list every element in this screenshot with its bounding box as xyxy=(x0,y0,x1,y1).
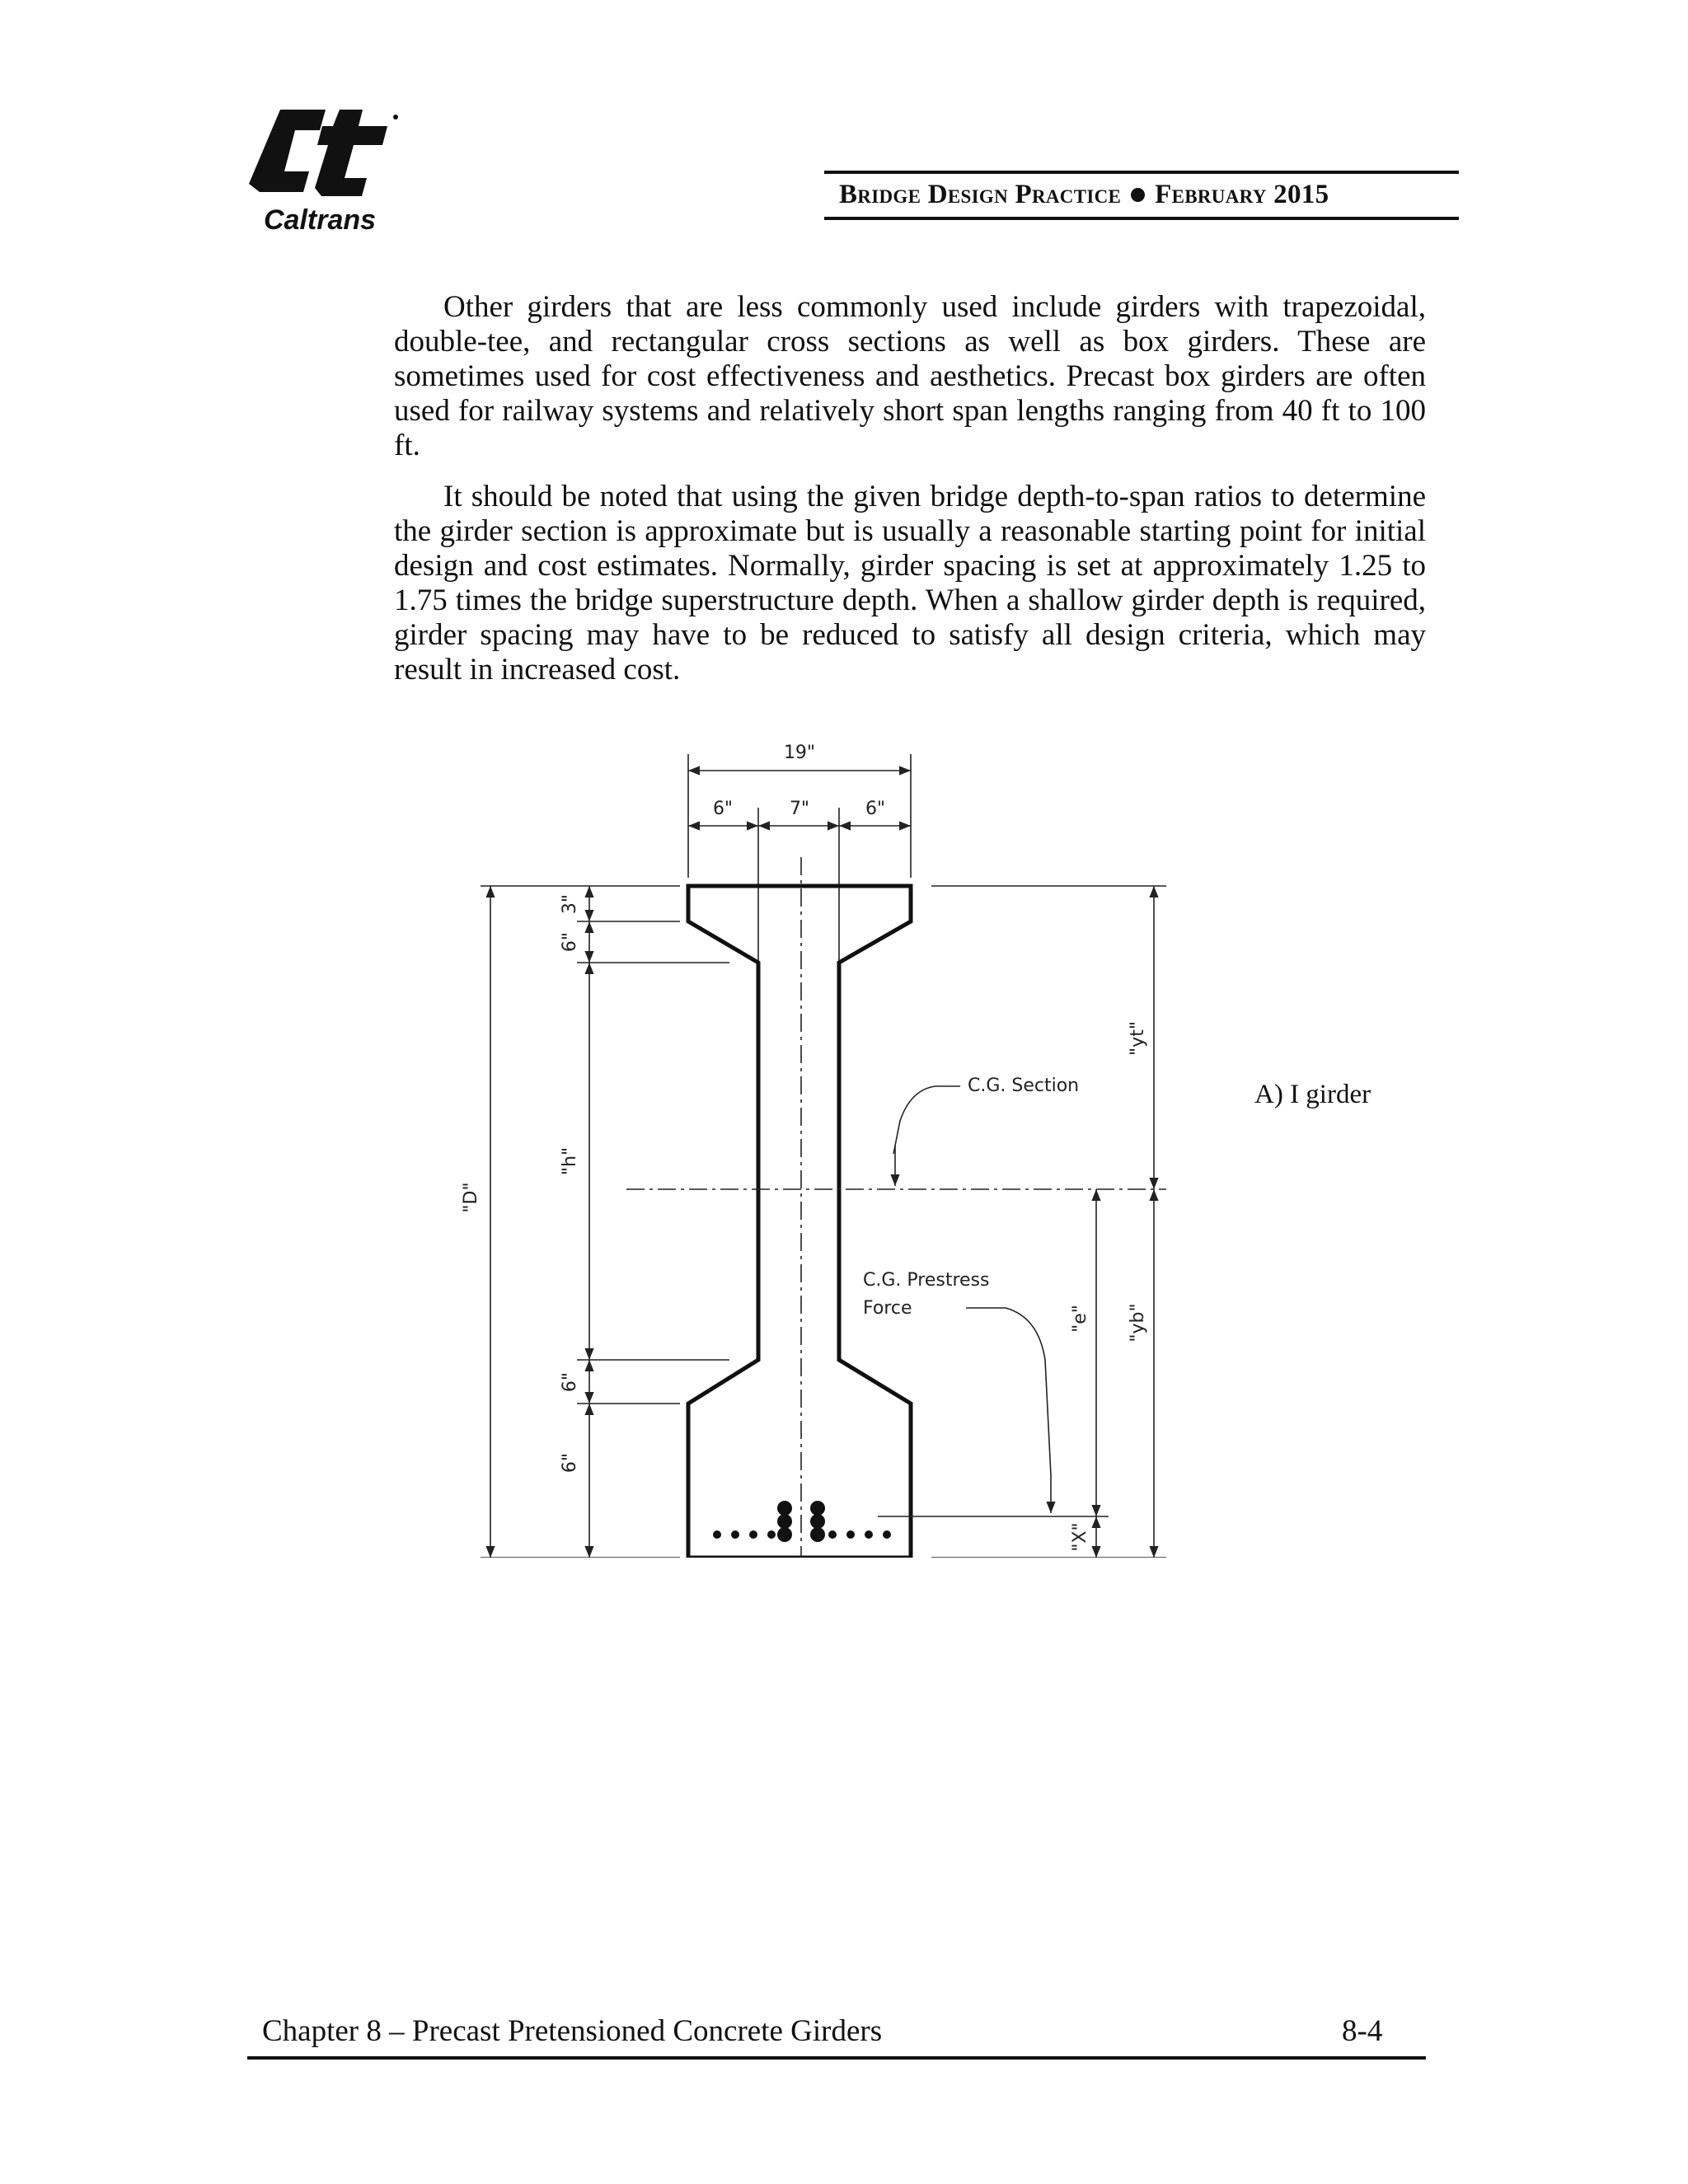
strand xyxy=(777,1527,792,1542)
bullet-icon xyxy=(1131,188,1145,202)
strand xyxy=(810,1527,825,1542)
footer-page-number: 8-4 xyxy=(1342,2014,1383,2048)
running-header xyxy=(839,180,1449,216)
strand xyxy=(883,1530,891,1539)
leader-cg-section xyxy=(893,1086,960,1154)
dim-label-6-right: 6" xyxy=(865,799,886,819)
dim-label-h: "h" xyxy=(560,1146,580,1176)
dim-label-6c: 6" xyxy=(560,1452,580,1474)
strand xyxy=(731,1530,739,1539)
paragraph-2: It should be noted that using the given bridge depth-to-span ratios to determine the girder section is approximate but is usually a reasonable starting point for initial design and cost estimates. Normally, girder spacing is set at approximately 1.25 to 1.75 times the bridge superstructure depth. When a shallow girder depth is required, girder spacing may have to be reduced to satisfy all design criteria, which may result in increased cost. xyxy=(394,480,1426,687)
strand xyxy=(767,1530,776,1539)
header-date: February 2015 xyxy=(1155,180,1329,209)
dim-label-3: 3" xyxy=(560,893,580,915)
prestress-strands xyxy=(713,1501,891,1542)
dim-label-6b: 6" xyxy=(560,1371,580,1393)
logo-wordmark: Caltrans xyxy=(264,204,377,236)
strand xyxy=(828,1530,837,1539)
header-title: Bridge Design Practice xyxy=(839,180,1122,209)
paragraph-1: Other girders that are less commonly used include girders with trapezoidal, double-tee, and rectangular cross sections as well as box girders. These are sometimes used for cost effectiveness and aesthetics. Precast box girders are often used for railway systems and relatively short span lengths ranging from 40 ft to 100 ft. xyxy=(394,290,1426,462)
header-rule-top xyxy=(824,171,1459,174)
label-cg-prestress: C.G. Prestress xyxy=(863,1270,990,1291)
dim-label-19: 19" xyxy=(783,743,816,763)
strand xyxy=(713,1530,721,1539)
strand xyxy=(777,1501,792,1516)
strand xyxy=(846,1530,855,1539)
footer-chapter: Chapter 8 – Precast Pretensioned Concrete Girders xyxy=(262,2014,883,2048)
dim-label-D: "D" xyxy=(461,1182,481,1213)
body-text xyxy=(394,290,1426,704)
strand xyxy=(865,1530,873,1539)
i-girder-figure xyxy=(429,733,1253,1558)
strand xyxy=(777,1514,792,1529)
caltrans-logo xyxy=(247,105,420,237)
dim-label-x: "X" xyxy=(1070,1522,1090,1552)
label-cg-prestress-force: Force xyxy=(863,1298,912,1319)
dim-label-yt: "yt" xyxy=(1128,1021,1148,1056)
strand xyxy=(749,1530,757,1539)
caltrans-logo-icon xyxy=(247,105,420,237)
dim-label-6a: 6" xyxy=(560,931,580,953)
header-rule-bottom xyxy=(824,217,1459,220)
footer-rule xyxy=(247,2056,1426,2060)
strand xyxy=(810,1514,825,1529)
label-cg-section: C.G. Section xyxy=(968,1076,1080,1096)
leader-cg-prestress xyxy=(966,1308,1051,1475)
dim-label-7: 7" xyxy=(789,799,810,819)
figure-caption: A) I girder xyxy=(1254,1080,1372,1109)
dim-label-6-left: 6" xyxy=(712,799,734,819)
girder-outline xyxy=(688,886,911,1558)
dim-label-yb: "yb" xyxy=(1128,1303,1148,1343)
i-girder-diagram xyxy=(429,733,1253,1558)
dim-label-e: "e" xyxy=(1070,1305,1090,1333)
strand xyxy=(810,1501,825,1516)
